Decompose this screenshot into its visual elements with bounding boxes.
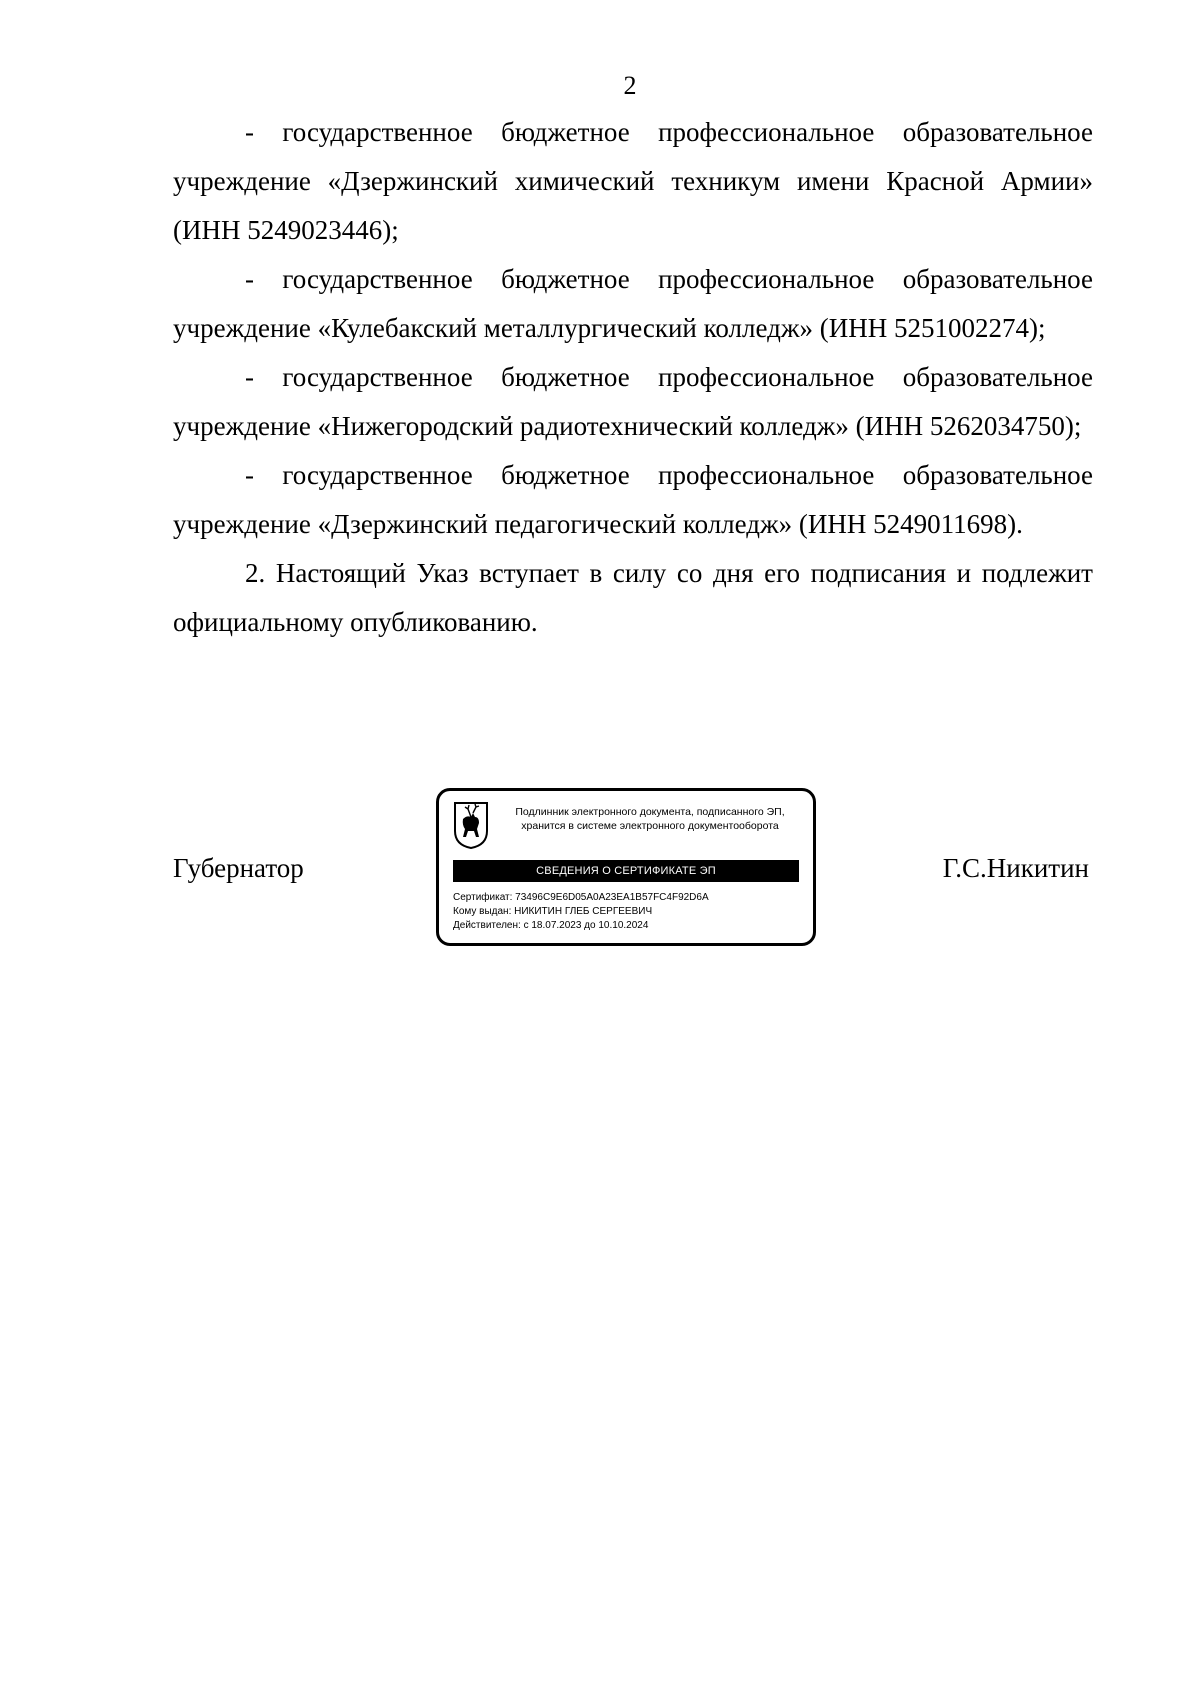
coat-of-arms-icon xyxy=(453,801,489,849)
signature-block xyxy=(173,788,1093,958)
stamp-header xyxy=(495,805,805,833)
signer-name: Г.С.Никитин xyxy=(942,853,1089,883)
list-item-dzerzhinsk-chemical: - государственное бюджетное профессиональное образовательное учреждение «Дзержинский химический техникум имени Красной Армии» (ИНН 5249023446); xyxy=(173,117,1093,245)
stamp-title-bar: СВЕДЕНИЯ О СЕРТИФИКАТЕ ЭП xyxy=(453,860,799,882)
list-item-nizhny-radiotech: - государственное бюджетное профессиональное образовательное учреждение «Нижегородский радиотехнический колледж» (ИНН 5262034750); xyxy=(173,362,1093,441)
signer-position: Губернатор xyxy=(173,853,304,883)
certificate-owner: Кому выдан: НИКИТИН ГЛЕБ СЕРГЕЕВИЧ xyxy=(453,906,653,917)
certificate-validity: Действителен: с 18.07.2023 до 10.10.2024 xyxy=(453,920,649,931)
effective-clause: 2. Настоящий Указ вступает в силу со дня его подписания и подлежит официальному опубликованию. xyxy=(173,558,1093,637)
stamp-header-line: хранится в системе электронного документооборота xyxy=(521,820,779,832)
page-number: 2 xyxy=(623,71,637,100)
stamp-header-line: Подлинник электронного документа, подписанного ЭП, xyxy=(515,806,785,818)
certificate-number: Сертификат: 73496C9E6D05A0A23EA1B57FC4F92D6A xyxy=(453,892,709,903)
electronic-signature-stamp xyxy=(436,788,816,946)
list-item-kulebaki-metallurgical: - государственное бюджетное профессиональное образовательное учреждение «Кулебакский металлургический колледж» (ИНН 5251002274); xyxy=(173,264,1093,343)
certificate-details xyxy=(453,891,803,933)
document-body xyxy=(173,108,1093,647)
list-item-dzerzhinsk-pedagogical: - государственное бюджетное профессиональное образовательное учреждение «Дзержинский педагогический колледж» (ИНН 5249011698). xyxy=(173,460,1093,539)
